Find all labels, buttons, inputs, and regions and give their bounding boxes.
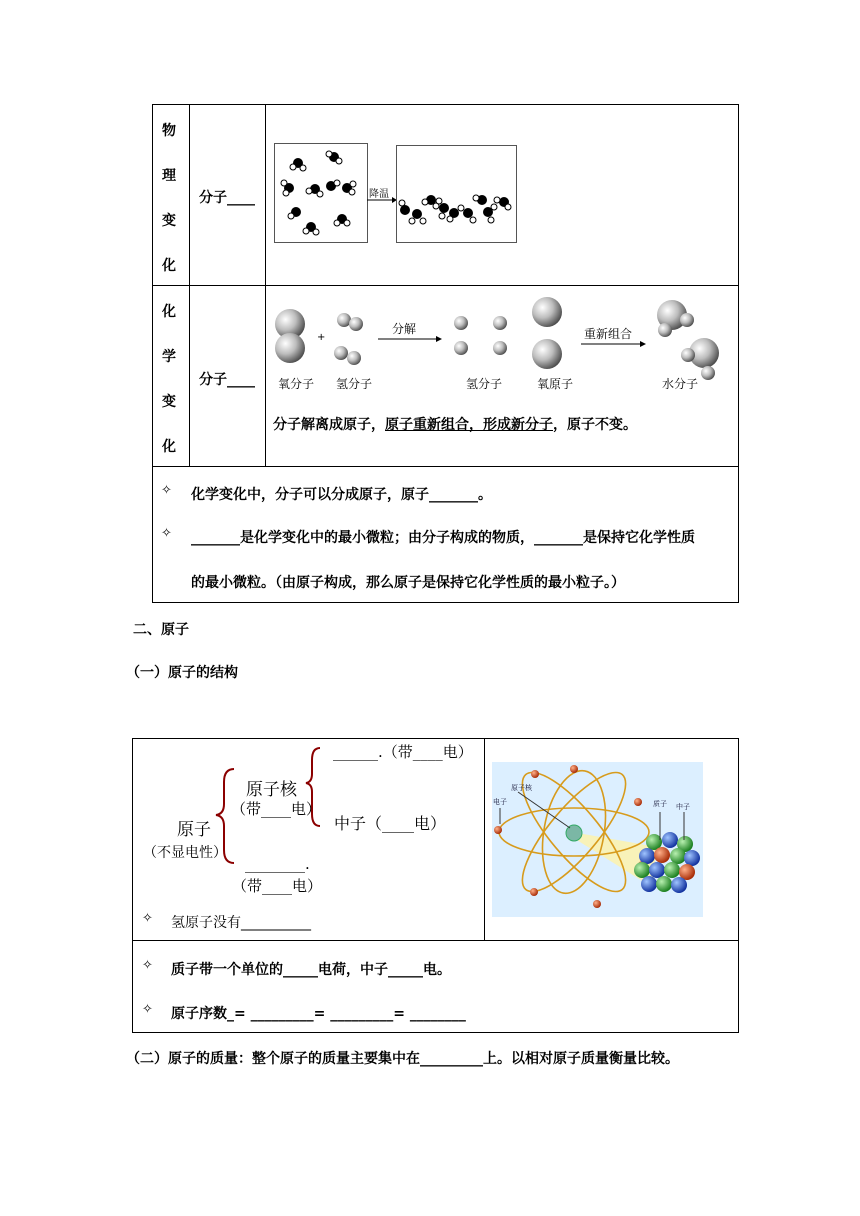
section-heading: 二、原子 bbox=[133, 622, 189, 638]
caption-water-molecule: 水分子 bbox=[662, 377, 699, 391]
table-divider bbox=[152, 285, 739, 286]
bullet-icon: ✧ bbox=[142, 958, 153, 973]
caption-hydrogen-atom: 氢分子 bbox=[466, 377, 503, 391]
decompose-arrow-label: 分解 bbox=[392, 322, 417, 336]
nucleus-blank: ______.（带____电） bbox=[333, 743, 473, 761]
caption-oxygen-molecule: 氧分子 bbox=[278, 377, 315, 391]
cooling-arrow-label: 降温 bbox=[369, 189, 389, 200]
recombine-arrow-label: 重新组合 bbox=[584, 327, 633, 341]
bullet-line-3: 的最小微粒。（由原子构成，那么原子是保持它化学性质的最小粒子。） bbox=[191, 575, 625, 591]
bullet-icon: ✧ bbox=[161, 526, 172, 541]
physical-molecule-label: 分子____ bbox=[199, 190, 255, 206]
decomposition-diagram bbox=[268, 293, 738, 383]
atom-neutral-note: （不显电性） bbox=[143, 845, 227, 861]
image-label-proton: 质子 bbox=[653, 800, 667, 808]
electron-blank: ________. bbox=[245, 855, 310, 873]
electron-charge: （带____电） bbox=[232, 877, 323, 895]
hydrogen-note: 氢原子没有__________ bbox=[171, 915, 311, 931]
proton-charge-line: 质子带一个单位的_____电荷，中子_____电。 bbox=[171, 962, 451, 978]
caption-oxygen-atom: 氧原子 bbox=[537, 377, 574, 391]
nucleus-charge: （带____电） bbox=[231, 800, 322, 818]
image-label-nucleus: 原子核 bbox=[511, 784, 532, 792]
bullet-icon: ✧ bbox=[142, 911, 153, 926]
subsection-heading-mass: （二）原子的质量：整个原子的质量主要集中在_________上。以相对原子质量衡量比较。 bbox=[126, 1051, 679, 1067]
bullet-icon: ✧ bbox=[161, 483, 172, 498]
bullet-icon: ✧ bbox=[142, 1002, 153, 1017]
bullet-line-1: 化学变化中，分子可以分成原子，原子_______。 bbox=[191, 487, 492, 503]
caption-hydrogen-molecule: 氢分子 bbox=[336, 377, 373, 391]
chemical-change-note: 分子解离成原子，原子重新组合，形成新分子，原子不变。 bbox=[273, 417, 637, 433]
table-divider bbox=[132, 940, 739, 941]
image-label-electron: 电子 bbox=[493, 798, 507, 806]
nucleus-label: 原子核 bbox=[246, 780, 297, 800]
atom-label: 原子 bbox=[177, 820, 211, 840]
plus-sign: + bbox=[317, 332, 326, 343]
neutron-label: 中子（____电） bbox=[334, 814, 447, 833]
table-divider bbox=[484, 738, 485, 941]
atomic-number-line: 原子序数_= _________= _________= ________ bbox=[171, 1006, 466, 1022]
liquid-molecules bbox=[396, 145, 517, 243]
gas-molecules bbox=[274, 143, 368, 243]
table-divider bbox=[152, 466, 739, 467]
bullet-line-2: _______是化学变化中的最小微粒；由分子构成的物质，_______是保持它化学性质 bbox=[191, 530, 695, 546]
image-label-neutron: 中子 bbox=[676, 803, 690, 811]
subsection-heading-structure: （一）原子的结构 bbox=[126, 665, 238, 681]
chemical-molecule-label: 分子____ bbox=[199, 372, 255, 388]
